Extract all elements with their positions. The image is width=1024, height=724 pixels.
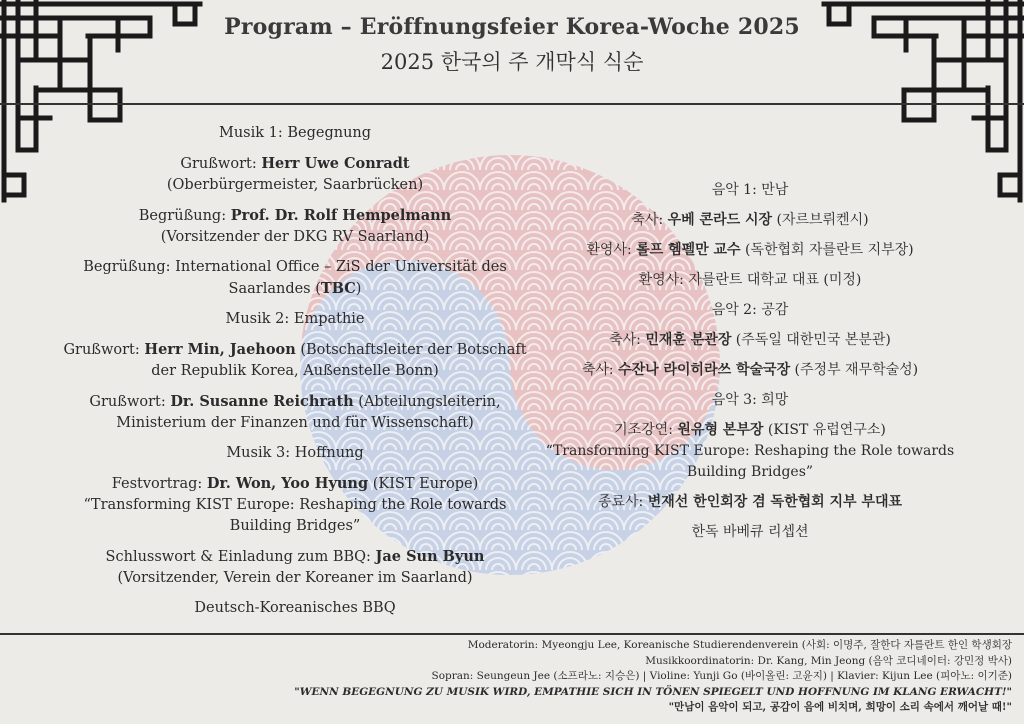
program-item-label: Begrüßung:	[138, 208, 231, 224]
program-item	[50, 205, 540, 248]
music-coordinator-credit: Musikkoordinatorin: Dr. Kang, Min Jeong (음악 코디네이터: 강민정 박사)	[645, 654, 1012, 667]
program-item-speaker: Herr Min, Jaehoon	[144, 341, 296, 358]
program-item-detail: 음악 1: 만남	[711, 182, 789, 198]
program-item-speaker: 수잔나 라이히라쓰 학술국장	[618, 362, 791, 378]
program-item	[500, 390, 1000, 411]
program-item	[500, 300, 1000, 321]
program-item-detail: (독한협회 자를란트 지부장)	[740, 242, 914, 258]
page-title-korean: 2025 한국의 주 개막식 식순	[380, 50, 644, 74]
program-item	[500, 522, 1000, 543]
program-item	[50, 309, 540, 330]
program-item	[500, 180, 1000, 201]
program-item-label: Grußwort:	[63, 342, 145, 358]
program-item-label: 축사:	[581, 362, 619, 378]
program-item	[500, 420, 1000, 483]
program-item	[500, 270, 1000, 291]
program-item-label: 환영사:	[586, 242, 637, 258]
page-title-german: Program – Eröffnungsfeier Korea-Woche 2025	[224, 14, 800, 40]
program-item-speaker: Jae Sun Byun	[375, 548, 485, 565]
program-item-detail: (주정부 재무학술성)	[790, 362, 919, 378]
program-item	[50, 391, 540, 434]
motto-german: "WENN BEGEGNUNG ZU MUSIK WIRD, EMPATHIE SICH IN TÖNEN SPIEGELT UND HOFFNUNG IM KLANG ERWACHT!"	[294, 685, 1012, 698]
program-item-label: 축사:	[609, 332, 646, 348]
program-item	[50, 443, 540, 464]
program-item-speaker: 원유형 본부장	[677, 422, 764, 438]
program-item	[50, 546, 540, 589]
program-item-label: Schlusswort & Einladung zum BBQ:	[105, 549, 376, 565]
footer-divider	[0, 633, 1024, 635]
program-item-detail: )	[355, 281, 362, 297]
program-item-label: 종료사:	[597, 494, 648, 510]
program-item-label: 기조강연:	[614, 422, 678, 438]
program-item-speaker: Prof. Dr. Rolf Hempelmann	[230, 207, 452, 224]
program-item	[50, 123, 540, 144]
program-german	[50, 123, 540, 628]
program-item-detail: Musik 2: Empathie	[225, 311, 365, 327]
program-item-label: Grußwort:	[180, 156, 262, 172]
program-item	[500, 240, 1000, 261]
program-item-detail: (Abteilungsleiterin, Ministerium der Finanzen und für Wissenschaft)	[116, 394, 501, 431]
program-item	[500, 360, 1000, 381]
program-item-detail: (Oberbürgermeister, Saarbrücken)	[166, 177, 424, 193]
program-item-detail: 음악 3: 희망	[711, 392, 789, 408]
program-item-detail: (KIST 유럽연구소) “Transforming KIST Europe: Reshaping the Role towards Building Bridges”	[545, 422, 955, 480]
motto-korean: "만남이 음악이 되고, 공감이 음에 비치며, 희망이 소리 속에서 깨어날 때!"	[668, 701, 1012, 713]
program-korean	[500, 180, 1000, 552]
program-item-speaker: 롤프 헴펠만 교수	[636, 242, 741, 258]
program-item-speaker: 변재선 한인회장 겸 독한협회 지부 부대표	[647, 494, 903, 510]
credits-block	[294, 638, 1012, 716]
program-item	[50, 153, 540, 196]
program-item-detail: (주독일 대한민국 본분관)	[731, 332, 891, 348]
program-item-detail: (자르브뤼켄시)	[772, 212, 869, 228]
program-item	[50, 339, 540, 382]
program-item	[500, 210, 1000, 231]
program-item-speaker: Dr. Susanne Reichrath	[170, 393, 354, 410]
program-item	[50, 598, 540, 619]
program-item	[50, 473, 540, 537]
performers-credit: Sopran: Seungeun Jee (소프라노: 지승은) | Violine: Yunji Go (바이올린: 고윤지) | Klavier: Kijun Lee (피아노: 이기준)	[431, 670, 1012, 682]
program-item-speaker: 민재훈 분관장	[645, 332, 732, 348]
program-item-speaker: Dr. Won, Yoo Hyung	[206, 475, 369, 492]
program-item-detail: (Vorsitzender der DKG RV Saarland)	[160, 229, 430, 245]
program-item-label: Begrüßung: International Office – ZiS der Universität des Saarlandes (	[83, 259, 507, 297]
program-item-detail: Musik 1: Begegnung	[218, 125, 372, 141]
program-item-detail: (Botschaftsleiter der Botschaft der Republik Korea, Außenstelle Bonn)	[151, 342, 527, 379]
program-item-label: Grußwort:	[89, 394, 171, 410]
program-item-speaker: TBC	[320, 280, 356, 297]
program-item-detail: Deutsch-Koreanisches BBQ	[194, 600, 396, 616]
program-item-detail: 환영사: 자를란트 대학교 대표 (미정)	[638, 272, 862, 288]
program-item-detail: (Vorsitzender, Verein der Koreaner im Saarland)	[117, 570, 473, 586]
program-item	[500, 330, 1000, 351]
moderator-credit: Moderatorin: Myeongju Lee, Koreanische Studierendenverein (사회: 이명주, 잘한다 자를란트 한인 학생회장	[467, 639, 1012, 651]
program-item-detail: 음악 2: 공감	[711, 302, 789, 318]
program-item-label: 축사:	[631, 212, 668, 228]
program-item	[50, 257, 540, 300]
program-item-detail: (KIST Europe) “Transforming KIST Europe: Reshaping the Role towards Building Bridges”	[83, 476, 507, 534]
program-item-speaker: 우베 콘라드 시장	[667, 212, 773, 228]
program-item-detail: Musik 3: Hoffnung	[226, 445, 364, 461]
program-item	[500, 492, 1000, 513]
page-header	[0, 14, 1024, 76]
program-item-speaker: Herr Uwe Conradt	[261, 155, 410, 172]
header-divider	[0, 103, 1024, 105]
program-item-detail: 한독 바베큐 리셉션	[691, 524, 809, 540]
program-item-label: Festvortrag:	[111, 476, 207, 492]
